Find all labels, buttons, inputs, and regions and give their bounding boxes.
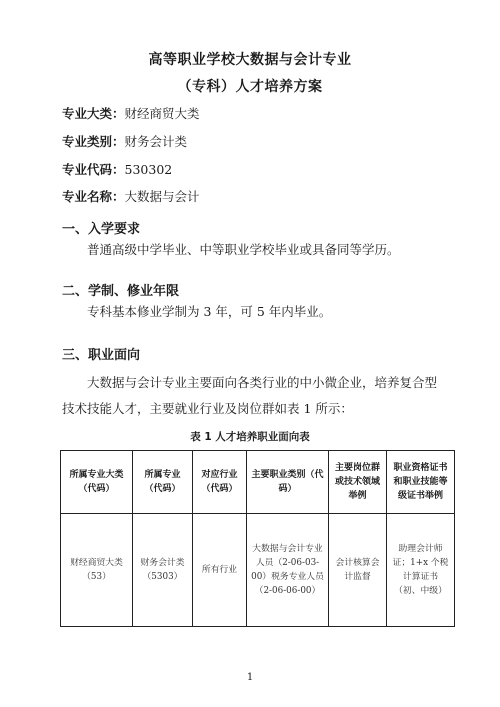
table-row: [61, 514, 455, 627]
field-key: 专业大类：: [62, 106, 125, 121]
table-cell: 大数据与会计专业人员（2-06-03-00）税务专业人员（2-06-06-00）: [247, 514, 329, 627]
table-header-cell: 主要职业类别（代码）: [247, 451, 329, 514]
table-cell: 会计核算会计监督: [329, 514, 387, 627]
section-heading-admission: 一、入学要求: [62, 222, 141, 237]
section-heading-career: 三、职业面向: [62, 348, 141, 363]
document-title: 高等职业学校大数据与会计专业: [148, 52, 352, 68]
section-text-career: 大数据与会计专业主要面向各类行业的中小微企业，培养复合型技术技能人才，主要就业行业及岗位群如表 1 所示：: [62, 375, 438, 416]
page-number: 1: [246, 672, 254, 683]
field-key: 专业名称：: [62, 189, 125, 204]
table-caption: 表 1 人才培养职业面向表: [190, 431, 310, 443]
field-major-category: [62, 104, 200, 122]
table-header-cell: 对应行业（代码）: [193, 451, 247, 514]
table-header-cell: 所属专业（代码）: [133, 451, 193, 514]
table-cell: 助理会计师证；1+x 个税计算证书（初、中级）: [387, 514, 455, 627]
field-key: 专业代码：: [62, 162, 125, 177]
section-heading-duration: 二、学制、修业年限: [62, 284, 180, 299]
field-major-name: [62, 187, 200, 205]
table-cell: 所有行业: [193, 514, 247, 627]
field-major-code: [62, 160, 172, 178]
field-major-class: [62, 132, 187, 150]
table-header-cell: 主要岗位群或技术领域举例: [329, 451, 387, 514]
field-key: 专业类别：: [62, 134, 125, 149]
document-subtitle: （专科）人才培养方案: [177, 79, 323, 95]
field-value: 大数据与会计: [124, 189, 200, 204]
field-value: 财经商贸大类: [124, 106, 200, 121]
table-cell: 财务会计类（5303）: [133, 514, 193, 627]
career-orientation-table: [60, 450, 455, 627]
section-text-admission: 普通高级中学毕业、中等职业学校毕业或具备同等学历。: [87, 242, 400, 257]
section-text-duration: 专科基本修业学制为 3 年，可 5 年内毕业。: [87, 304, 332, 319]
table-header-cell: 职业资格证书和职业技能等级证书举例: [387, 451, 455, 514]
field-value: 财务会计类: [124, 134, 188, 149]
table-cell: 财经商贸大类（53）: [61, 514, 133, 627]
field-value: 530302: [124, 162, 173, 177]
table-header-row: [61, 451, 455, 514]
table-header-cell: 所属专业大类（代码）: [61, 451, 133, 514]
